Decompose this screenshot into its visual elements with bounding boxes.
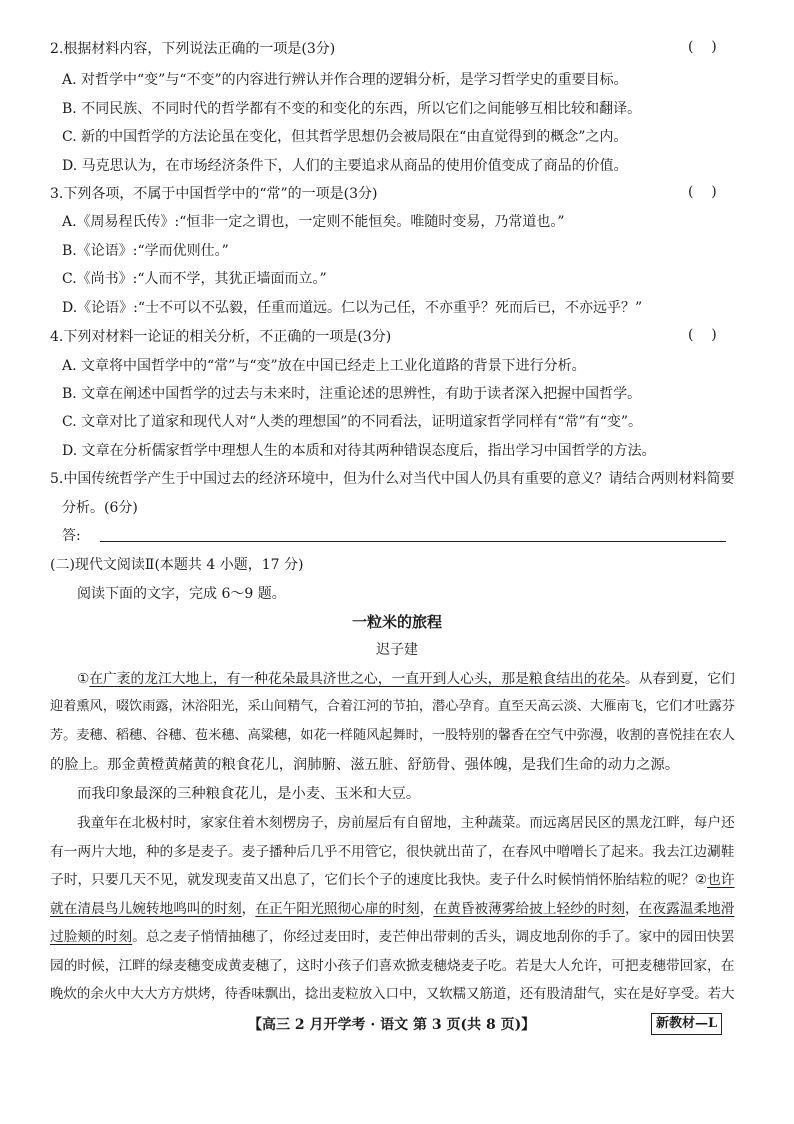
passage-text: 。总之麦子悄情抽穗了，你经过麦田时，麦芒伸出带刺的舌头，调皮地刮你的手了。家中的园田快罢 <box>132 929 735 945</box>
q4-answer-paren: ( ) <box>688 327 717 343</box>
q2-option-b: B. 不同民族、不同时代的哲学都有不变的和变化的东西，所以它们之间能够互相比较和翻译。 <box>62 101 642 117</box>
page-footer: 【高三 2 月开学考 · 语文 第 3 页(共 8 页)】 <box>248 1017 536 1033</box>
passage-p1-line4: 的脸上。那金黄橙黄赭黄的粮食花儿，润肺腑、滋五脏、舒筋骨、强体魄，是我们生命的动力之源。 <box>50 757 680 773</box>
passage-p1-line2: 迎着熏风，啜饮雨露，沐浴阳光，采山间精气，合着江河的节拍，潜心孕育。直至天高云淡、大雁南飞，它们才吐露芬 <box>50 699 735 714</box>
passage-text: ， <box>241 901 256 917</box>
passage-p3-line6: 园的时候，江畔的绿麦穗变成黄麦穗了，这时小孩子们喜欢掀麦穗烧麦子吃。若是大人允许，可把麦穗带回家，在 <box>50 958 735 974</box>
section2-instruction: 阅读下面的文字，完成 6～9 题。 <box>77 586 286 602</box>
passage-p3-line7: 晚炊的余火中大大方方烘烤，待香味飘出，捻出麦粒放入口中，又软糯又筋道，还有股清甜气，实在是好享受。若大 <box>50 987 735 1002</box>
passage-p3-line5 <box>50 928 734 946</box>
q5-answer-line[interactable] <box>100 541 726 542</box>
q4-option-b: B. 文章在阐述中国哲学的过去与未来时，注重论述的思辨性，有助于读者深入把握中国哲学。 <box>62 386 642 402</box>
q2-option-a: A. 对哲学中“变”与“不变”的内容进行辨认并作合理的逻辑分析，是学习哲学史的重要目标。 <box>62 72 628 88</box>
passage-p2: 而我印象最深的三种粮食花儿，是小麦、玉米和大豆。 <box>77 786 421 802</box>
q2-stem: 2.根据材料内容，下列说法正确的一项是(3分) <box>50 41 336 57</box>
q5-answer-label: 答: <box>62 528 81 544</box>
passage-p3-line2: 有一两片大地，种的多是麦子。麦子播种后几乎不用管它，很快就出苗了，在春风中噌噌长了起来。我去江边涮鞋 <box>50 844 735 860</box>
q3-option-d: D.《论语》:“士不可以不弘毅，任重而道远。仁以为己任，不亦重乎？死而后已，不亦远乎？” <box>62 300 643 316</box>
q4-option-a: A. 文章将中国哲学中的“常”与“变”放在中国已经走上工业化道路的背景下进行分析。 <box>62 358 586 374</box>
underlined-sentence-1: 在广袤的龙江大地上，有一种花朵最具济世之心，一直开到人心头，那是粮食结出的花朵 <box>89 671 625 687</box>
q4-stem: 4.下列对材料一论证的相关分析，不正确的一项是(3分) <box>50 329 392 345</box>
passage-p3-line1: 我童年在北极村时，家家住着木刻楞房子，房前屋后有自留地，主种蔬菜。而远离居民区的黑龙江畔，每户还 <box>77 815 735 831</box>
q3-option-b: B.《论语》:“学而优则仕。” <box>62 243 229 259</box>
q4-option-c: C. 文章对比了道家和现代人对“人类的理想国”的不同看法，证明道家哲学同样有“常”有“变”。 <box>62 414 643 430</box>
passage-text: 子时，只要几天不见，就发现麦苗又出息了，它们长个子的速度比我快。麦子什么时候悄悄怀胎结粒的呢？② <box>50 872 708 888</box>
paragraph-marker: ① <box>77 671 90 687</box>
underlined-clause: 在正午阳光照彻心扉的时刻 <box>255 901 420 917</box>
edition-tag: 新教材—L <box>651 1013 722 1035</box>
passage-p3-line3 <box>50 871 735 889</box>
underlined-clause: 就在清晨鸟儿婉转地鸣叫的时刻 <box>50 901 242 917</box>
underlined-clause: 在黄昏被薄雾给披上轻纱的时刻 <box>433 901 625 917</box>
q2-option-d: D. 马克思认为，在市场经济条件下，人们的主要追求从商品的使用价值变成了商品的价值。 <box>62 158 628 174</box>
passage-p1-line1 <box>77 670 735 688</box>
q4-option-d: D. 文章在分析儒家哲学中理想人生的本质和对待其两种错误态度后，指出学习中国哲学的方法。 <box>62 443 656 459</box>
underlined-clause: 在夜露温柔地滑 <box>638 901 735 917</box>
passage-text: ， <box>624 901 639 917</box>
passage-author: 迟子建 <box>376 642 418 658</box>
q3-option-c: C.《尚书》:“人而不学，其犹正墙面而立。” <box>62 271 327 287</box>
passage-title: 一粒米的旅程 <box>351 613 442 631</box>
underlined-sentence-2-start: 也许 <box>707 872 735 888</box>
q2-option-c: C. 新的中国哲学的方法论虽在变化，但其哲学思想仍会被局限在“由直觉得到的概念”之内。 <box>62 129 628 145</box>
passage-p3-line4 <box>50 900 734 918</box>
passage-text: 。从春到夏，它们 <box>624 671 735 687</box>
q5-stem-line2: 分析。(6分) <box>62 500 138 516</box>
passage-p1-line3: 芳。麦穗、稻穗、谷穗、苞米穗、高粱穗，如花一样随风起舞时，一股特别的馨香在空气中弥漫，收割的喜悦挂在农人 <box>50 728 735 743</box>
section2-heading: (二)现代文阅读Ⅱ(本题共 4 小题，17 分) <box>50 557 304 573</box>
passage-text: ， <box>419 901 434 917</box>
q3-stem: 3.下列各项，不属于中国哲学中的“常”的一项是(3分) <box>50 186 378 202</box>
q3-answer-paren: ( ) <box>688 184 717 200</box>
q5-stem-line1: 5.中国传统哲学产生于中国过去的经济环境中，但为什么对当代中国人仍具有重要的意义？请结合两则材料简要 <box>50 471 735 487</box>
underlined-clause: 过脸颊的时刻 <box>50 929 133 945</box>
q2-answer-paren: ( ) <box>688 39 717 55</box>
q3-option-a: A.《周易程氏传》:“恒非一定之谓也，一定则不能恒矣。唯随时变易，乃常道也。” <box>62 214 565 230</box>
